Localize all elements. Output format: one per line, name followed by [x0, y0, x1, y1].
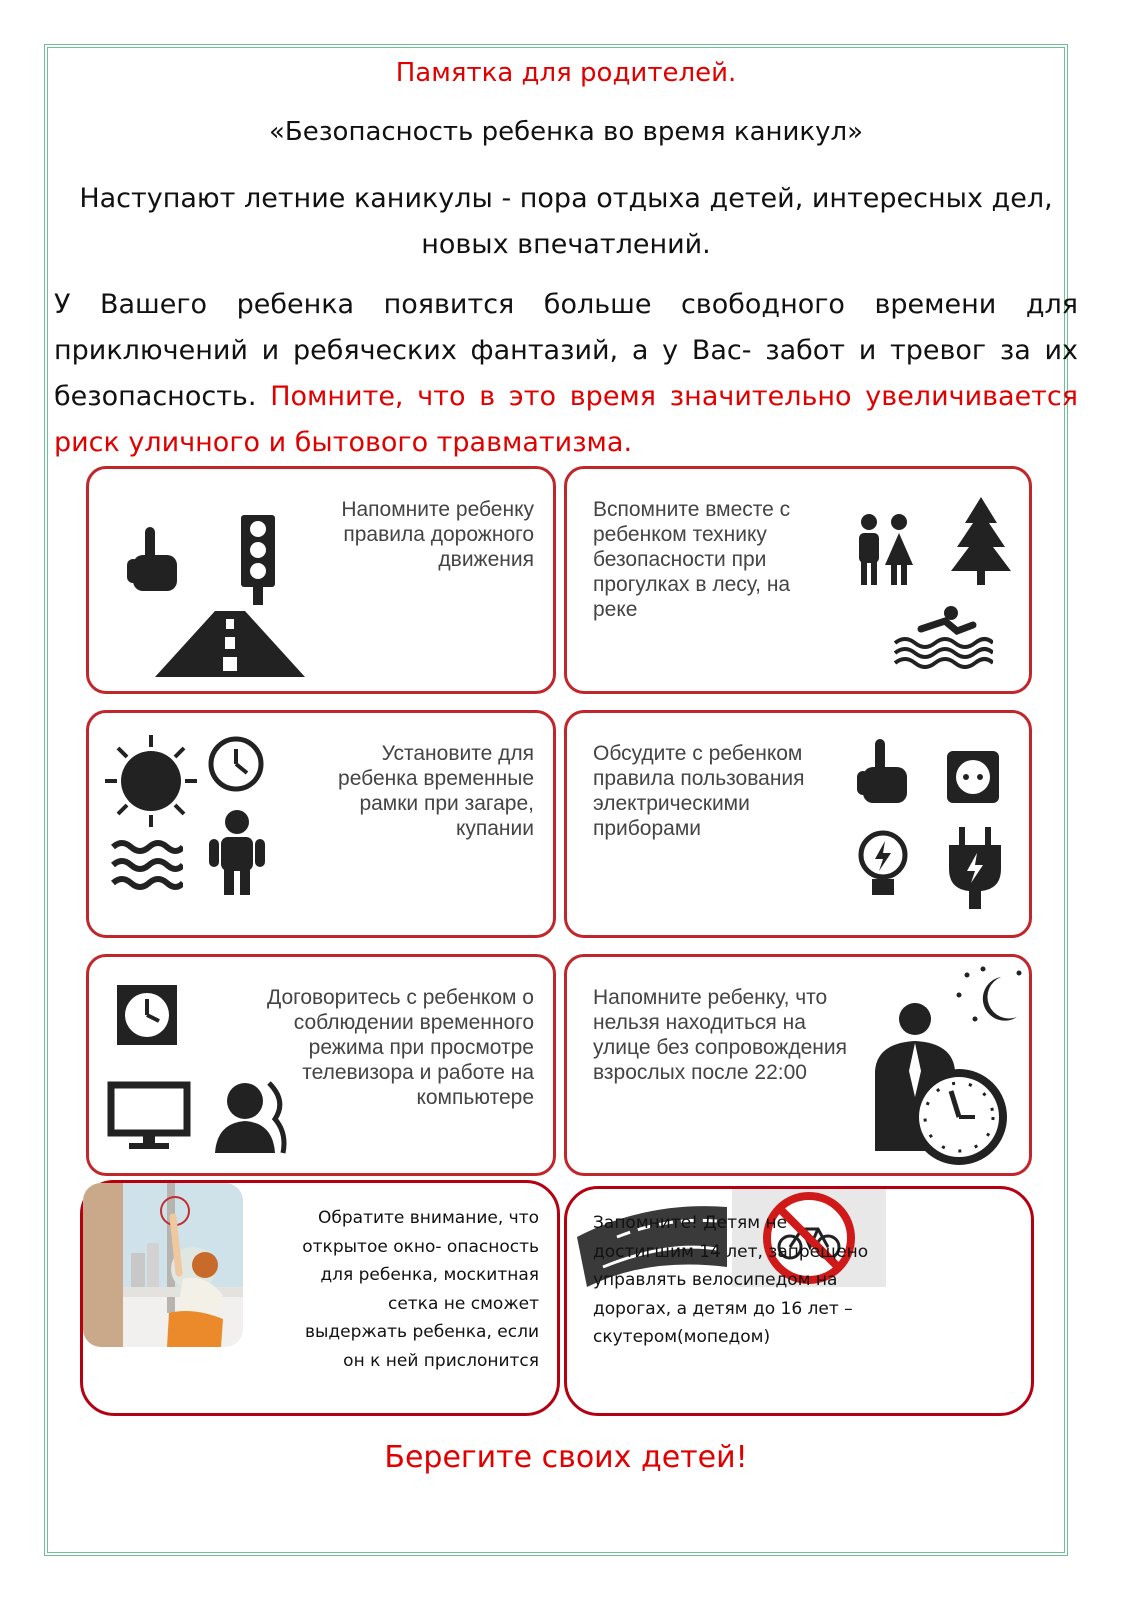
child-icon	[207, 809, 267, 897]
clock-icon	[207, 735, 265, 793]
card-night-text: Напомните ребенку, что нельзя находиться на улице без сопровождения взрослых после 22:00	[593, 986, 847, 1084]
user-profile-icon	[213, 1075, 293, 1155]
intro-text: Наступают летние каникулы - пора отдыха детей, интересных дел, новых впечатлений.	[79, 183, 1053, 260]
card-night-curfew	[564, 954, 1032, 1176]
pointing-hand-icon	[125, 525, 181, 597]
tree-icon	[949, 495, 1013, 587]
card-screen-text: Договоритесь с ребенком о соблюдении временного режима при просмотре телевизора и работе на компьютере	[267, 986, 534, 1109]
card-sun-text: Установите для ребенка временные рамки при загаре, купании	[338, 742, 534, 840]
family-icon	[853, 513, 917, 587]
card-traffic-text: Напомните ребенку правила дорожного движения	[341, 498, 534, 571]
swimmer-icon	[893, 603, 993, 669]
bicycle-rule-text: Запомните! Детям не достигшим 14 лет, запрещено управлять велосипедом на дорогах, а детям до 16 лет – скутером(мопедом)	[593, 1213, 869, 1347]
card-forest-text: Вспомните вместе с ребенком технику безопасности при прогулках в лесу, на реке	[593, 498, 791, 621]
traffic-light-icon	[239, 513, 277, 605]
page-title: Памятка для родителей.	[395, 58, 737, 88]
body-text: У Вашего ребенка появится больше свободного времени для приключений и ребяческих фантазий, а у Вас- забот и тревог за их безопасность.	[54, 289, 1078, 412]
road-icon	[155, 609, 305, 679]
waves-icon	[111, 837, 183, 893]
plug-icon	[945, 825, 1005, 909]
page-subtitle: «Безопасность ребенка во время каникул»	[268, 117, 864, 147]
card-screen-time	[86, 954, 556, 1176]
body-paragraph	[54, 282, 1078, 466]
window-warning-text: Обратите внимание, что открытое окно- опасность для ребенка, москитная сетка не сможет выдержать ребенка, если он к ней прислонится	[302, 1208, 539, 1371]
card-sun-bathing	[86, 710, 556, 938]
body-warning: Помните, что в это время значительно увеличивается риск уличного и бытового травматизма.	[54, 381, 1078, 458]
monitor-icon	[107, 1081, 191, 1153]
child-at-window-illustration	[83, 1183, 243, 1347]
card-electric-text: Обсудите с ребенком правила пользования электрическими приборами	[593, 742, 805, 840]
card-electric	[564, 710, 1032, 938]
sun-icon	[103, 733, 199, 829]
light-bulb-icon	[855, 829, 911, 905]
footer-slogan: Берегите своих детей!	[384, 1440, 748, 1475]
businessman-clock-icon	[867, 1001, 1007, 1167]
wall-clock-icon	[115, 983, 179, 1047]
card-forest-river	[564, 466, 1032, 694]
card-traffic-rules	[86, 466, 556, 694]
power-socket-icon	[945, 749, 1001, 805]
card-window-warning	[80, 1180, 560, 1416]
card-bicycle-rule	[564, 1186, 1034, 1416]
pointing-hand-icon	[855, 737, 911, 809]
